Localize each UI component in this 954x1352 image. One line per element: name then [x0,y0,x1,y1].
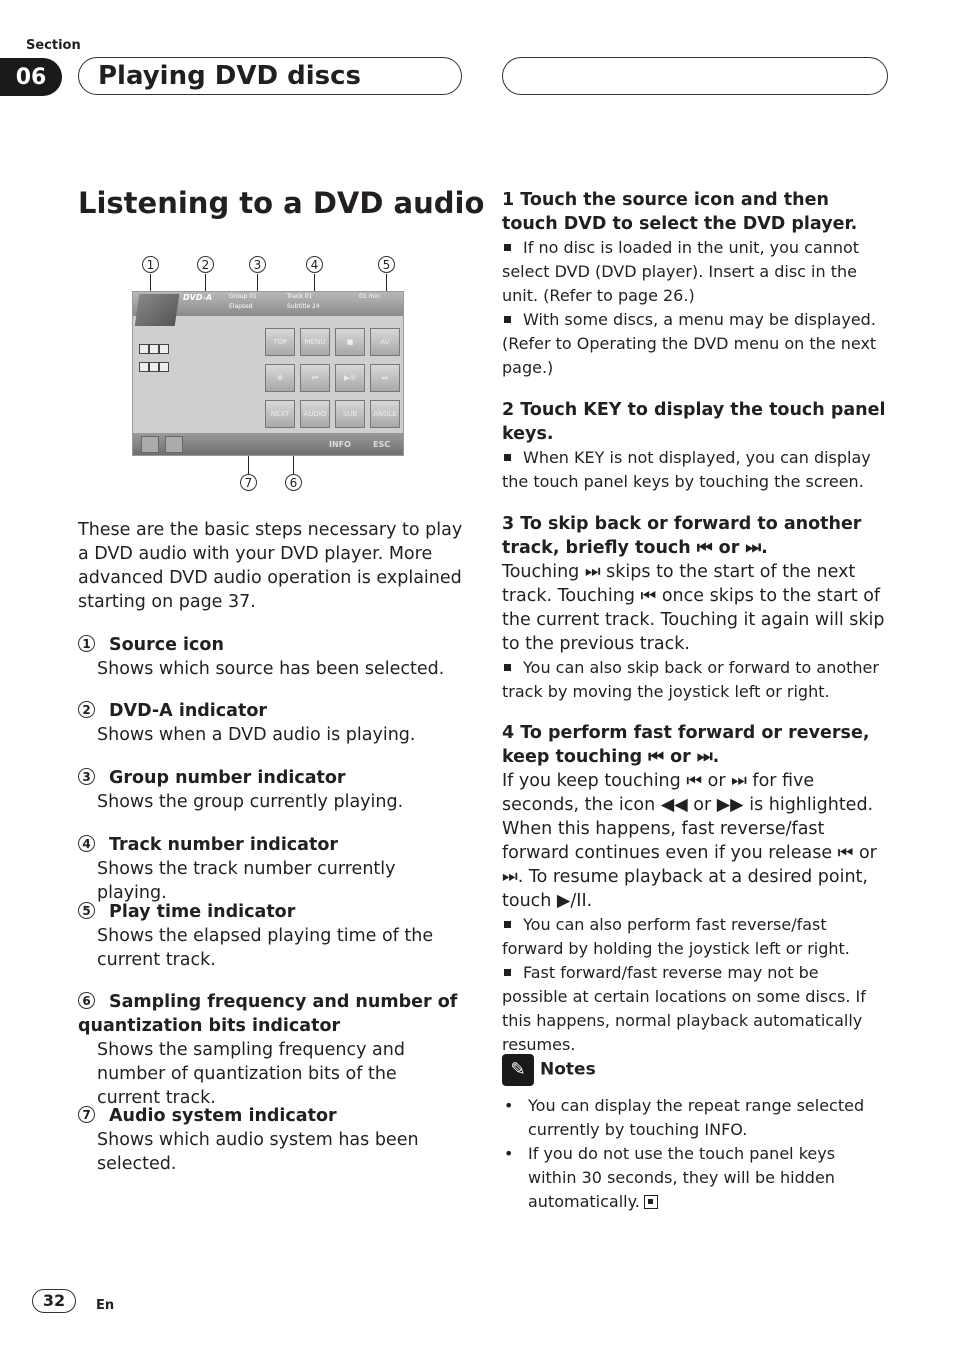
stop-key[interactable]: ■ [335,328,365,356]
callout-4: 4 [306,256,323,273]
legend-description: Shows when a DVD audio is playing. [97,725,416,745]
legend-item-6 [78,990,463,1110]
step-note: With some discs, a menu may be displayed. (Refer to Operating the DVD menu on the next page.) [502,310,877,377]
section-number-badge: 06 [0,58,62,96]
step-note: You can also skip back or forward to another track by moving the joystick left or right. [502,658,879,701]
channel-lfe-icon [149,362,159,372]
bullet-square-icon [504,316,511,323]
channel-r-icon [159,344,169,354]
legend-title: Track number indicator [109,835,339,855]
bullet-square-icon [504,969,511,976]
callout-3: 3 [249,256,266,273]
legend-item-4 [78,833,463,905]
sampling-frequency-indicator: Subtitle 24 [287,303,320,310]
step-title: 2 Touch KEY to display the touch panel keys. [502,400,886,444]
next-track-key[interactable]: ⏭ [370,364,400,392]
callout-6: 6 [285,474,302,491]
legend-number: 7 [78,1106,95,1123]
legend-description: Shows the group currently playing. [97,792,404,812]
play-time-indicator: 01 min [359,293,380,300]
legend-item-5 [78,900,463,972]
esc-button[interactable]: ESC [373,440,391,449]
step-title: 1 Touch the source icon and then touch DVD to select the DVD player. [502,190,858,234]
header-right-frame [502,57,888,95]
play-pause-key[interactable]: ▶/II [335,364,365,392]
pencil-icon: ✎ [502,1054,534,1086]
legend-title: Group number indicator [109,768,346,788]
legend-description: Shows which audio system has been selected. [97,1130,419,1174]
legend-item-2 [78,699,463,747]
legend-item-3 [78,766,463,814]
callout-2: 2 [197,256,214,273]
legend-item-7 [78,1104,463,1176]
subtitle-key[interactable]: SUB [335,400,365,428]
channel-c-icon [149,344,159,354]
previous-track-key[interactable]: ⏮ [300,364,330,392]
step-note: When KEY is not displayed, you can display the touch panel keys by touching the screen. [502,448,871,491]
step-note: Fast forward/fast reverse may not be possible at certain locations on some discs. If this happens, normal playback automatically resumes. [502,963,866,1054]
step-note: If no disc is loaded in the unit, you cannot select DVD (DVD player). Insert a disc in the unit. (Refer to page 26.) [502,238,860,305]
notes-item-2: • If you do not use the touch panel keys within 30 seconds, they will be hidden automatically. [502,1142,888,1214]
track-number-indicator: Track 01 [287,293,313,300]
joystick-key[interactable]: ✥ [265,364,295,392]
next-key[interactable]: NEXT [265,400,295,428]
bullet-square-icon [504,921,511,928]
dvd-audio-screen-illustration [132,291,404,456]
av-menu-key[interactable]: AV [370,328,400,356]
step-1 [502,188,888,380]
legend-number: 3 [78,768,95,785]
audio-key[interactable]: AUDIO [300,400,330,428]
section-label: Section [26,38,81,53]
step-note: You can also perform fast reverse/fast forward by holding the joystick left or right. [502,915,850,958]
channel-rs-icon [159,362,169,372]
legend-number: 1 [78,635,95,652]
group-number-indicator: Group 01 [229,293,257,300]
step-body: Touching ⏭ skips to the start of the next track. Touching ⏮ once skips to the start of the current track. Touching it again will skip to the previous track. [502,562,885,654]
info-button[interactable]: INFO [329,440,351,449]
touch-panel-keys [248,322,403,434]
step-2 [502,398,888,494]
legend-description: Shows which source has been selected. [97,659,445,679]
page-number: 32 [32,1289,76,1313]
legend-title: Audio system indicator [109,1106,337,1126]
legend-item-1 [78,633,463,681]
scroll-down-button[interactable] [141,436,159,453]
chapter-title: Playing DVD discs [98,61,361,91]
language-code: En [96,1298,115,1313]
step-title: 3 To skip back or forward to another track, briefly touch ⏮ or ⏭. [502,514,862,558]
channel-ls-icon [139,362,149,372]
page-heading: Listening to a DVD audio [78,186,485,220]
top-menu-key[interactable]: TOP [265,328,295,356]
source-icon [135,294,179,326]
angle-key[interactable]: ANGLE [370,400,400,428]
legend-number: 5 [78,902,95,919]
legend-number: 4 [78,835,95,852]
bullet-square-icon [504,454,511,461]
legend-title: DVD-A indicator [109,701,268,721]
callout-1: 1 [142,256,159,273]
bullet-square-icon [504,664,511,671]
legend-title: Source icon [109,635,224,655]
legend-number: 2 [78,701,95,718]
callout-5: 5 [378,256,395,273]
legend-title: Play time indicator [109,902,296,922]
channel-indicator [139,344,181,374]
scroll-up-button[interactable] [165,436,183,453]
bullet-square-icon [504,244,511,251]
step-3 [502,512,888,704]
dvd-a-indicator: DVD-A [183,293,213,302]
notes-title: Notes [540,1059,596,1080]
legend-description: Shows the elapsed playing time of the current track. [97,926,434,970]
end-mark-icon [644,1195,658,1209]
legend-number: 6 [78,992,95,1009]
notes-item-1: • You can display the repeat range selected currently by touching INFO. [502,1094,888,1142]
channel-l-icon [139,344,149,354]
menu-key[interactable]: MENU [300,328,330,356]
step-body: If you keep touching ⏮ or ⏭ for five seconds, the icon ◀◀ or ▶▶ is highlighted. When this happens, fast reverse/fast forward continues even if you release ⏮ or ⏭. To resume playback at a desired point, touch ▶/II. [502,771,877,911]
step-title: 4 To perform fast forward or reverse, keep touching ⏮ or ⏭. [502,723,870,767]
step-4 [502,721,888,1057]
audio-system-indicator: Elapsed [229,303,253,310]
notes-section [502,1054,888,1214]
intro-paragraph: These are the basic steps necessary to play a DVD audio with your DVD player. More advanced DVD audio operation is explained starting on page 37. [78,520,463,612]
callout-7: 7 [240,474,257,491]
legend-description: Shows the track number currently playing. [97,859,396,903]
legend-title: Sampling frequency and number of quantization bits indicator [78,992,458,1036]
legend-description: Shows the sampling frequency and number of quantization bits of the current track. [97,1040,405,1108]
